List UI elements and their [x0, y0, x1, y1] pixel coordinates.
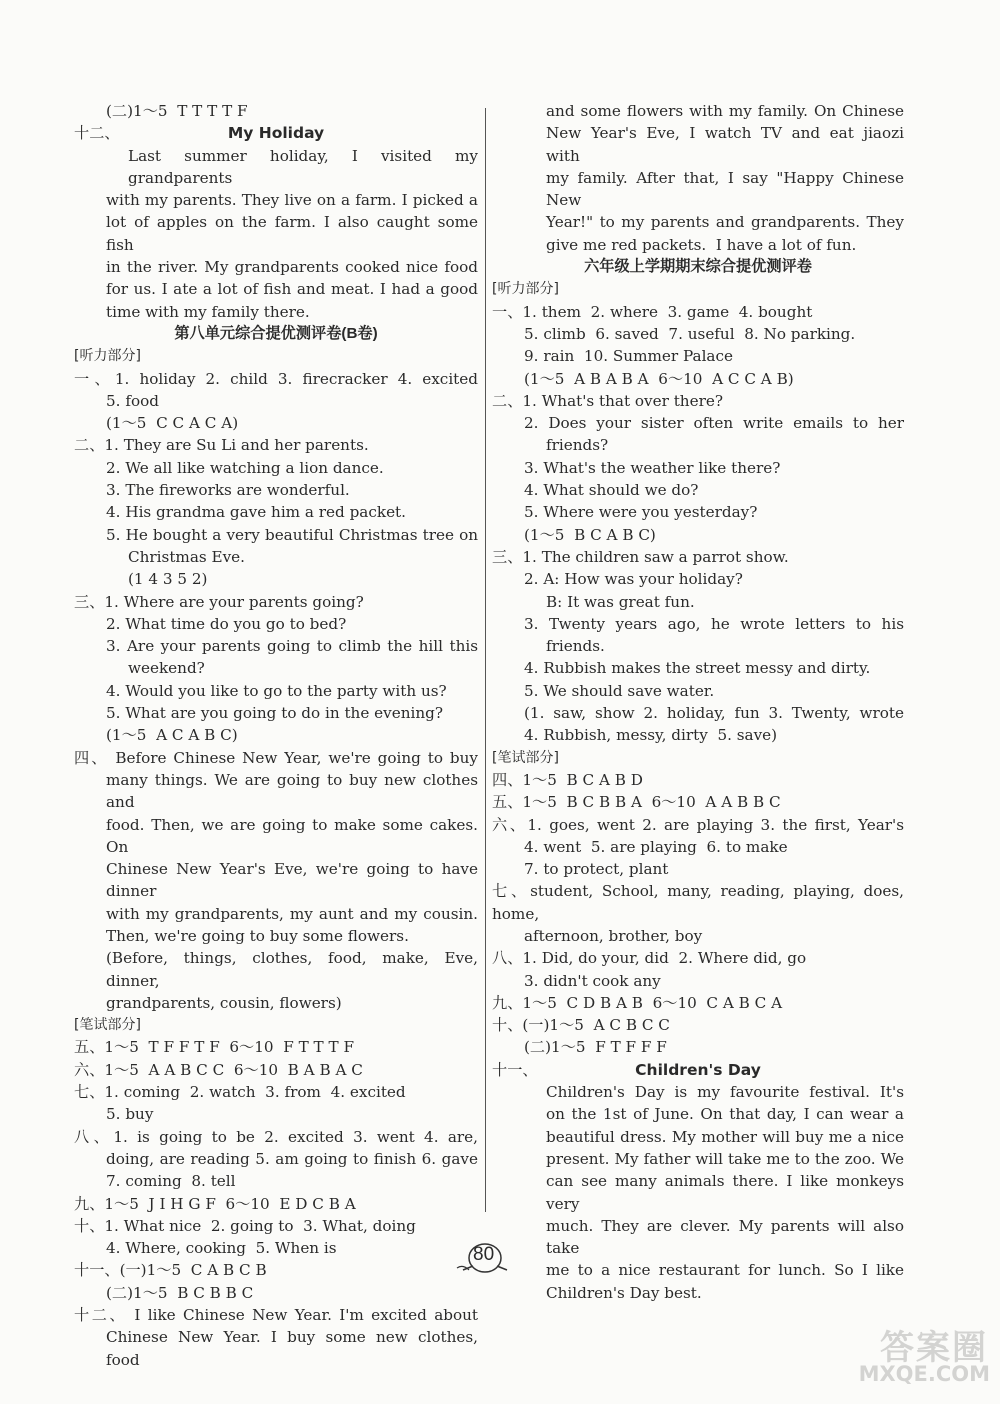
left-line: 3. Are your parents going to climb the hill this: [106, 637, 478, 656]
left-line: 2. We all like watching a lion dance.: [106, 458, 384, 477]
right-line: 2. Does your sister often write emails to her: [524, 414, 904, 433]
right-line: can see many animals there. I like monkeys very: [546, 1172, 904, 1213]
watermark-sub: MXQE.COM: [858, 1362, 990, 1386]
right-line: (1. saw, show 2. holiday, fun 3. Twenty, wrote: [524, 704, 904, 723]
left-line: 2. What time do you go to bed?: [106, 614, 347, 633]
right-line: 八、1. Did, do your, did 2. Where did, go: [492, 949, 807, 968]
page-number-badge: [455, 1240, 519, 1276]
page-number: 80: [473, 1244, 495, 1265]
right-line: [听力部分]: [492, 281, 559, 298]
right-line: 五、1～5 B C B B A 6～10 A A B B C: [492, 793, 781, 812]
right-line: beautiful dress. My mother will buy me a nice: [546, 1127, 904, 1146]
right-line: 9. rain 10. Summer Palace: [524, 347, 733, 366]
right-line: New Year's Eve, I watch TV and eat jiaozi with: [546, 124, 904, 165]
left-line: many things. We are going to buy new clothes and: [106, 770, 478, 812]
right-line: friends.: [546, 637, 605, 656]
right-line: 3. What's the weather like there?: [524, 458, 781, 477]
left-line: doing, are reading 5. am going to finish 6. gave: [106, 1149, 478, 1168]
left-line: 5. What are you going to do in the evening?: [106, 704, 443, 723]
left-line: Last summer holiday, I visited my grandparents: [128, 146, 478, 187]
left-line: 5. He bought a very beautiful Christmas tree on: [106, 525, 478, 544]
left-line: grandparents, cousin, flowers): [106, 993, 342, 1012]
essay-title: Children's Day: [635, 1060, 761, 1079]
essay-title: My Holiday: [227, 124, 325, 143]
right-line: 4. Rubbish, messy, dirty 5. save): [524, 726, 778, 745]
left-line: Then, we're going to buy some flowers.: [106, 926, 409, 945]
left-line: 4. His grandma gave him a red packet.: [106, 503, 406, 522]
left-line: 5. food: [106, 391, 159, 410]
left-line: [74, 122, 478, 144]
left-line: 十一、(一)1～5 C A B C B: [74, 1261, 267, 1280]
left-line: 三、1. Where are your parents going?: [74, 592, 364, 611]
left-line: Chinese New Year's Eve, we're going to have dinner: [106, 860, 478, 901]
left-line: Christmas Eve.: [128, 547, 245, 566]
left-line: with my parents. They live on a farm. I picked a: [106, 191, 478, 210]
right-line: my family. After that, I say "Happy Chinese New: [546, 168, 904, 210]
left-line: lot of apples on the farm. I also caught some fish: [106, 213, 478, 254]
left-line: 5. buy: [106, 1105, 154, 1124]
right-line: [笔试部分]: [492, 749, 559, 766]
left-line: 4. Where, cooking 5. When is: [106, 1239, 337, 1258]
right-line: 4. What should we do?: [524, 481, 699, 500]
right-line: 三、1. The children saw a parrot show.: [492, 547, 789, 566]
right-line: 二、1. What's that over there?: [492, 391, 723, 410]
right-line: give me red packets. I have a lot of fun.: [546, 235, 857, 254]
right-line: 七、student, School, many, reading, playing, does, home,: [492, 882, 904, 923]
right-line: Children's Day is my favourite festival. It's: [546, 1083, 904, 1102]
left-line: 十、1. What nice 2. going to 3. What, doing: [74, 1216, 416, 1235]
left-line: (1～5 C C A C A): [106, 414, 239, 433]
left-line: 六、1～5 A A B C C 6～10 B A B A C: [74, 1060, 363, 1079]
right-line: friends?: [546, 436, 609, 455]
left-line: 五、1～5 T F F T F 6～10 F T T T F: [74, 1038, 354, 1057]
left-line: (二)1～5 B C B B C: [106, 1283, 254, 1302]
left-line: 一、1. holiday 2. child 3. firecracker 4. excited: [74, 369, 478, 388]
left-line: (1～5 A C A B C): [106, 726, 238, 745]
right-line: (二)1～5 F T F F F: [524, 1038, 667, 1057]
left-line: 四、 Before Chinese New Year, we're going to buy: [74, 748, 478, 767]
left-line: 二、1. They are Su Li and her parents.: [74, 436, 369, 455]
right-line: 四、1～5 B C A B D: [492, 770, 643, 789]
right-line: 六、1. goes, went 2. are playing 3. the first, Year's: [492, 815, 904, 834]
left-column: [74, 100, 478, 1371]
left-line: for us. I ate a lot of fish and meat. I had a good: [106, 280, 478, 299]
right-line: 3. Twenty years ago, he wrote letters to his: [524, 614, 904, 633]
left-line: (1 4 3 5 2): [128, 570, 208, 589]
left-line: in the river. My grandparents cooked nice food: [106, 258, 478, 277]
right-line: [492, 1059, 904, 1081]
right-line: (1～5 B C A B C): [524, 525, 656, 544]
right-line: 3. didn't cook any: [524, 971, 661, 990]
right-line: 5. Where were you yesterday?: [524, 503, 758, 522]
left-line: 3. The fireworks are wonderful.: [106, 481, 350, 500]
left-line: [笔试部分]: [74, 1017, 141, 1034]
right-line: 六年级上学期期末综合提优测评卷: [584, 258, 812, 276]
right-line: 2. A: How was your holiday?: [524, 570, 743, 589]
left-line: (Before, things, clothes, food, make, Eve, dinner,: [106, 949, 478, 990]
right-line: (1～5 A B A B A 6～10 A C C A B): [524, 369, 794, 388]
left-line: 九、1～5 J I H G F 6～10 E D C B A: [74, 1194, 356, 1213]
left-line: weekend?: [128, 659, 205, 678]
right-line: much. They are clever. My parents will also take: [546, 1216, 904, 1258]
right-line: on the 1st of June. On that day, I can wear a: [546, 1105, 904, 1124]
right-line: me to a nice restaurant for lunch. So I like: [546, 1261, 904, 1280]
right-line: present. My father will take me to the zoo. We: [546, 1149, 904, 1168]
right-line: 5. We should save water.: [524, 681, 715, 700]
watermark: [842, 1320, 992, 1392]
left-line: Chinese New Year. I buy some new clothes, food: [106, 1328, 478, 1369]
right-column: [492, 100, 904, 1304]
left-line: (二)1～5 T T T T F: [106, 102, 248, 120]
section-number: 十二、: [74, 124, 120, 143]
column-divider: [485, 108, 486, 1212]
left-line: time with my family there.: [106, 302, 310, 321]
right-line: 4. went 5. are playing 6. to make: [524, 837, 788, 856]
right-line: 十、(一)1～5 A C B C C: [492, 1016, 670, 1035]
right-line: 7. to protect, plant: [524, 860, 669, 879]
right-line: 4. Rubbish makes the street messy and dirty.: [524, 659, 871, 678]
left-line: 第八单元综合提优测评卷(B卷): [174, 324, 378, 342]
right-line: Children's Day best.: [546, 1283, 702, 1302]
left-line: 7. coming 8. tell: [106, 1172, 236, 1191]
left-line: 十二、 I like Chinese New Year. I'm excited about: [74, 1306, 478, 1325]
right-line: Year!" to my parents and grandparents. They: [546, 213, 904, 232]
watermark-main: 答案圈: [880, 1328, 988, 1368]
left-line: 4. Would you like to go to the party with us?: [106, 681, 447, 700]
left-line: with my grandparents, my aunt and my cousin.: [106, 904, 478, 923]
right-line: and some flowers with my family. On Chinese: [546, 102, 904, 120]
left-line: [听力部分]: [74, 348, 141, 365]
right-line: 5. climb 6. saved 7. useful 8. No parking.: [524, 324, 856, 343]
left-line: 八、1. is going to be 2. excited 3. went 4. are,: [74, 1127, 478, 1146]
section-number: 十一、: [492, 1060, 538, 1079]
right-line: afternoon, brother, boy: [524, 926, 703, 945]
right-line: B: It was great fun.: [546, 592, 695, 611]
left-line: 七、1. coming 2. watch 3. from 4. excited: [74, 1083, 406, 1102]
left-line: food. Then, we are going to make some cakes. On: [106, 815, 478, 856]
right-line: 九、1～5 C D B A B 6～10 C A B C A: [492, 993, 783, 1012]
right-line: 一、1. them 2. where 3. game 4. bought: [492, 302, 813, 321]
